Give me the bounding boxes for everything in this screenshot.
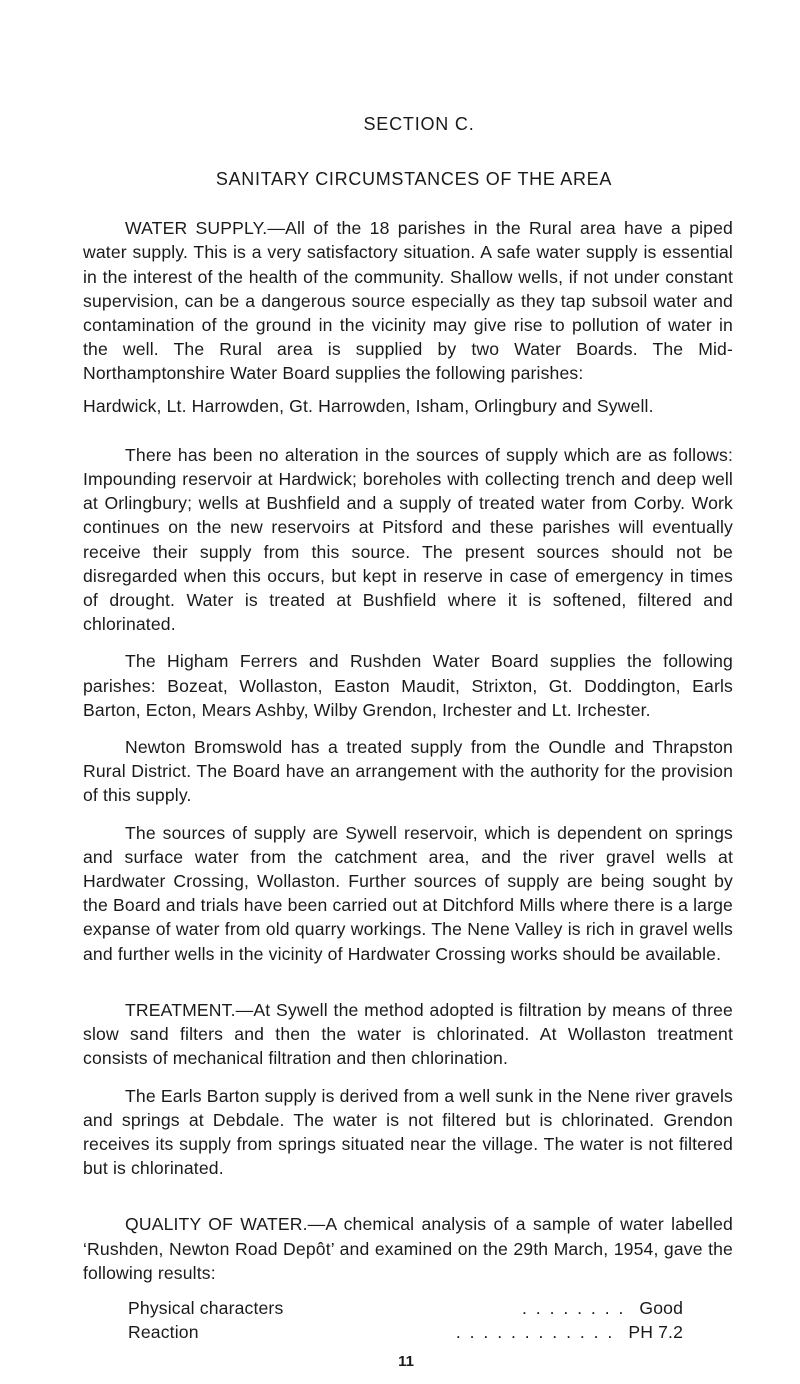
main-heading: SANITARY CIRCUMSTANCES OF THE AREA [215, 169, 613, 189]
paragraph-higham-ferrers: The Higham Ferrers and Rushden Water Board supplies the following parishes: Bozeat, Wollaston, Easton Maudit, Strixton, Gt. Doddington, Earls Barton, Ecton, Mears Ashby, Wilby Grendon, Irchester and Lt. Irchester. [83, 651, 733, 720]
result-label: Physical characters [128, 1297, 284, 1318]
paragraph-treatment: TREATMENT.—At Sywell the method adopted is filtration by means of three slow sand filters and then the water is chlorinated. At Wollaston treatment consists of mechanical filtration and then chlorination. [83, 999, 733, 1069]
result-row-physical [128, 1296, 683, 1320]
result-value: PH 7.2 [628, 1321, 683, 1342]
paragraph-water-supply: WATER SUPPLY.—All of the 18 parishes in the Rural area have a piped water supply. This is a very satisfactory situation. A safe water supply is essential in the interest of the health of the community. Shallow wells, if not under constant supervision, can be a dangerous source especially as they tap subsoil water and contamination of the ground in the vicinity may give rise to pollution of water in the well. The Rural area is supplied by two Water Boards. The Mid-Northamptonshire Water Board supplies the following parishes: [83, 218, 733, 384]
paragraph-quality-of-water: QUALITY OF WATER.—A chemical analysis of a sample of water labelled ‘Rushden, Newton Road Depôt’ and examined on the 29th March, 1954, gave the following results: [83, 1214, 733, 1283]
result-label: Reaction [128, 1321, 199, 1342]
result-row-reaction [128, 1320, 683, 1344]
paragraph-earls-barton: The Earls Barton supply is derived from a well sunk in the Nene river gravels and springs at Debdale. The water is not filtered but is chlorinated. Grendon receives its supply from springs situated near the village. The water is not filtered but is chlorinated. [83, 1085, 733, 1179]
result-value: Good [639, 1297, 683, 1318]
paragraph-sources: There has been no alteration in the sources of supply which are as follows: Impounding reservoir at Hardwick; boreholes with collecting trench and deep well at Orlingbury; wells at Bushfield and a supply of treated water from Corby. Work continues on the new reservoirs at Pitsford and these parishes will eventually receive their supply from this source. The present sources should not be disregarded when this occurs, but kept in reserve in case of emergency in times of drought. Water is treated at Bushfield where it is softened, filtered and chlorinated. [83, 444, 733, 635]
paragraph-sources-of-supply: The sources of supply are Sywell reservoir, which is dependent on springs and surface water from the catchment area, and the river gravel wells at Hardwater Crossing, Wollaston. Further sources of supply are being sought by the Board and trials have been carried out at Ditchford Mills where there is a large expanse of water from old quarry workings. The Nene Valley is rich in gravel wells and further wells in the vicinity of Hardwater Crossing works should be available. [83, 822, 733, 964]
paragraph-newton-bromswold: Newton Bromswold has a treated supply from the Oundle and Thrapston Rural District. The Board have an arrangement with the authority for the provision of this supply. [83, 737, 733, 806]
leader-dots: . . . . . . . . . . . . [455, 1321, 615, 1342]
analysis-results [128, 1296, 683, 1344]
document-page [83, 112, 733, 1344]
leader-dots: . . . . . . . . [522, 1297, 626, 1318]
paragraph-parish-list: Hardwick, Lt. Harrowden, Gt. Harrowden, Isham, Orlingbury and Sywell. [83, 395, 654, 416]
section-title: SECTION C. [363, 114, 475, 134]
page-number: 11 [398, 1353, 414, 1370]
